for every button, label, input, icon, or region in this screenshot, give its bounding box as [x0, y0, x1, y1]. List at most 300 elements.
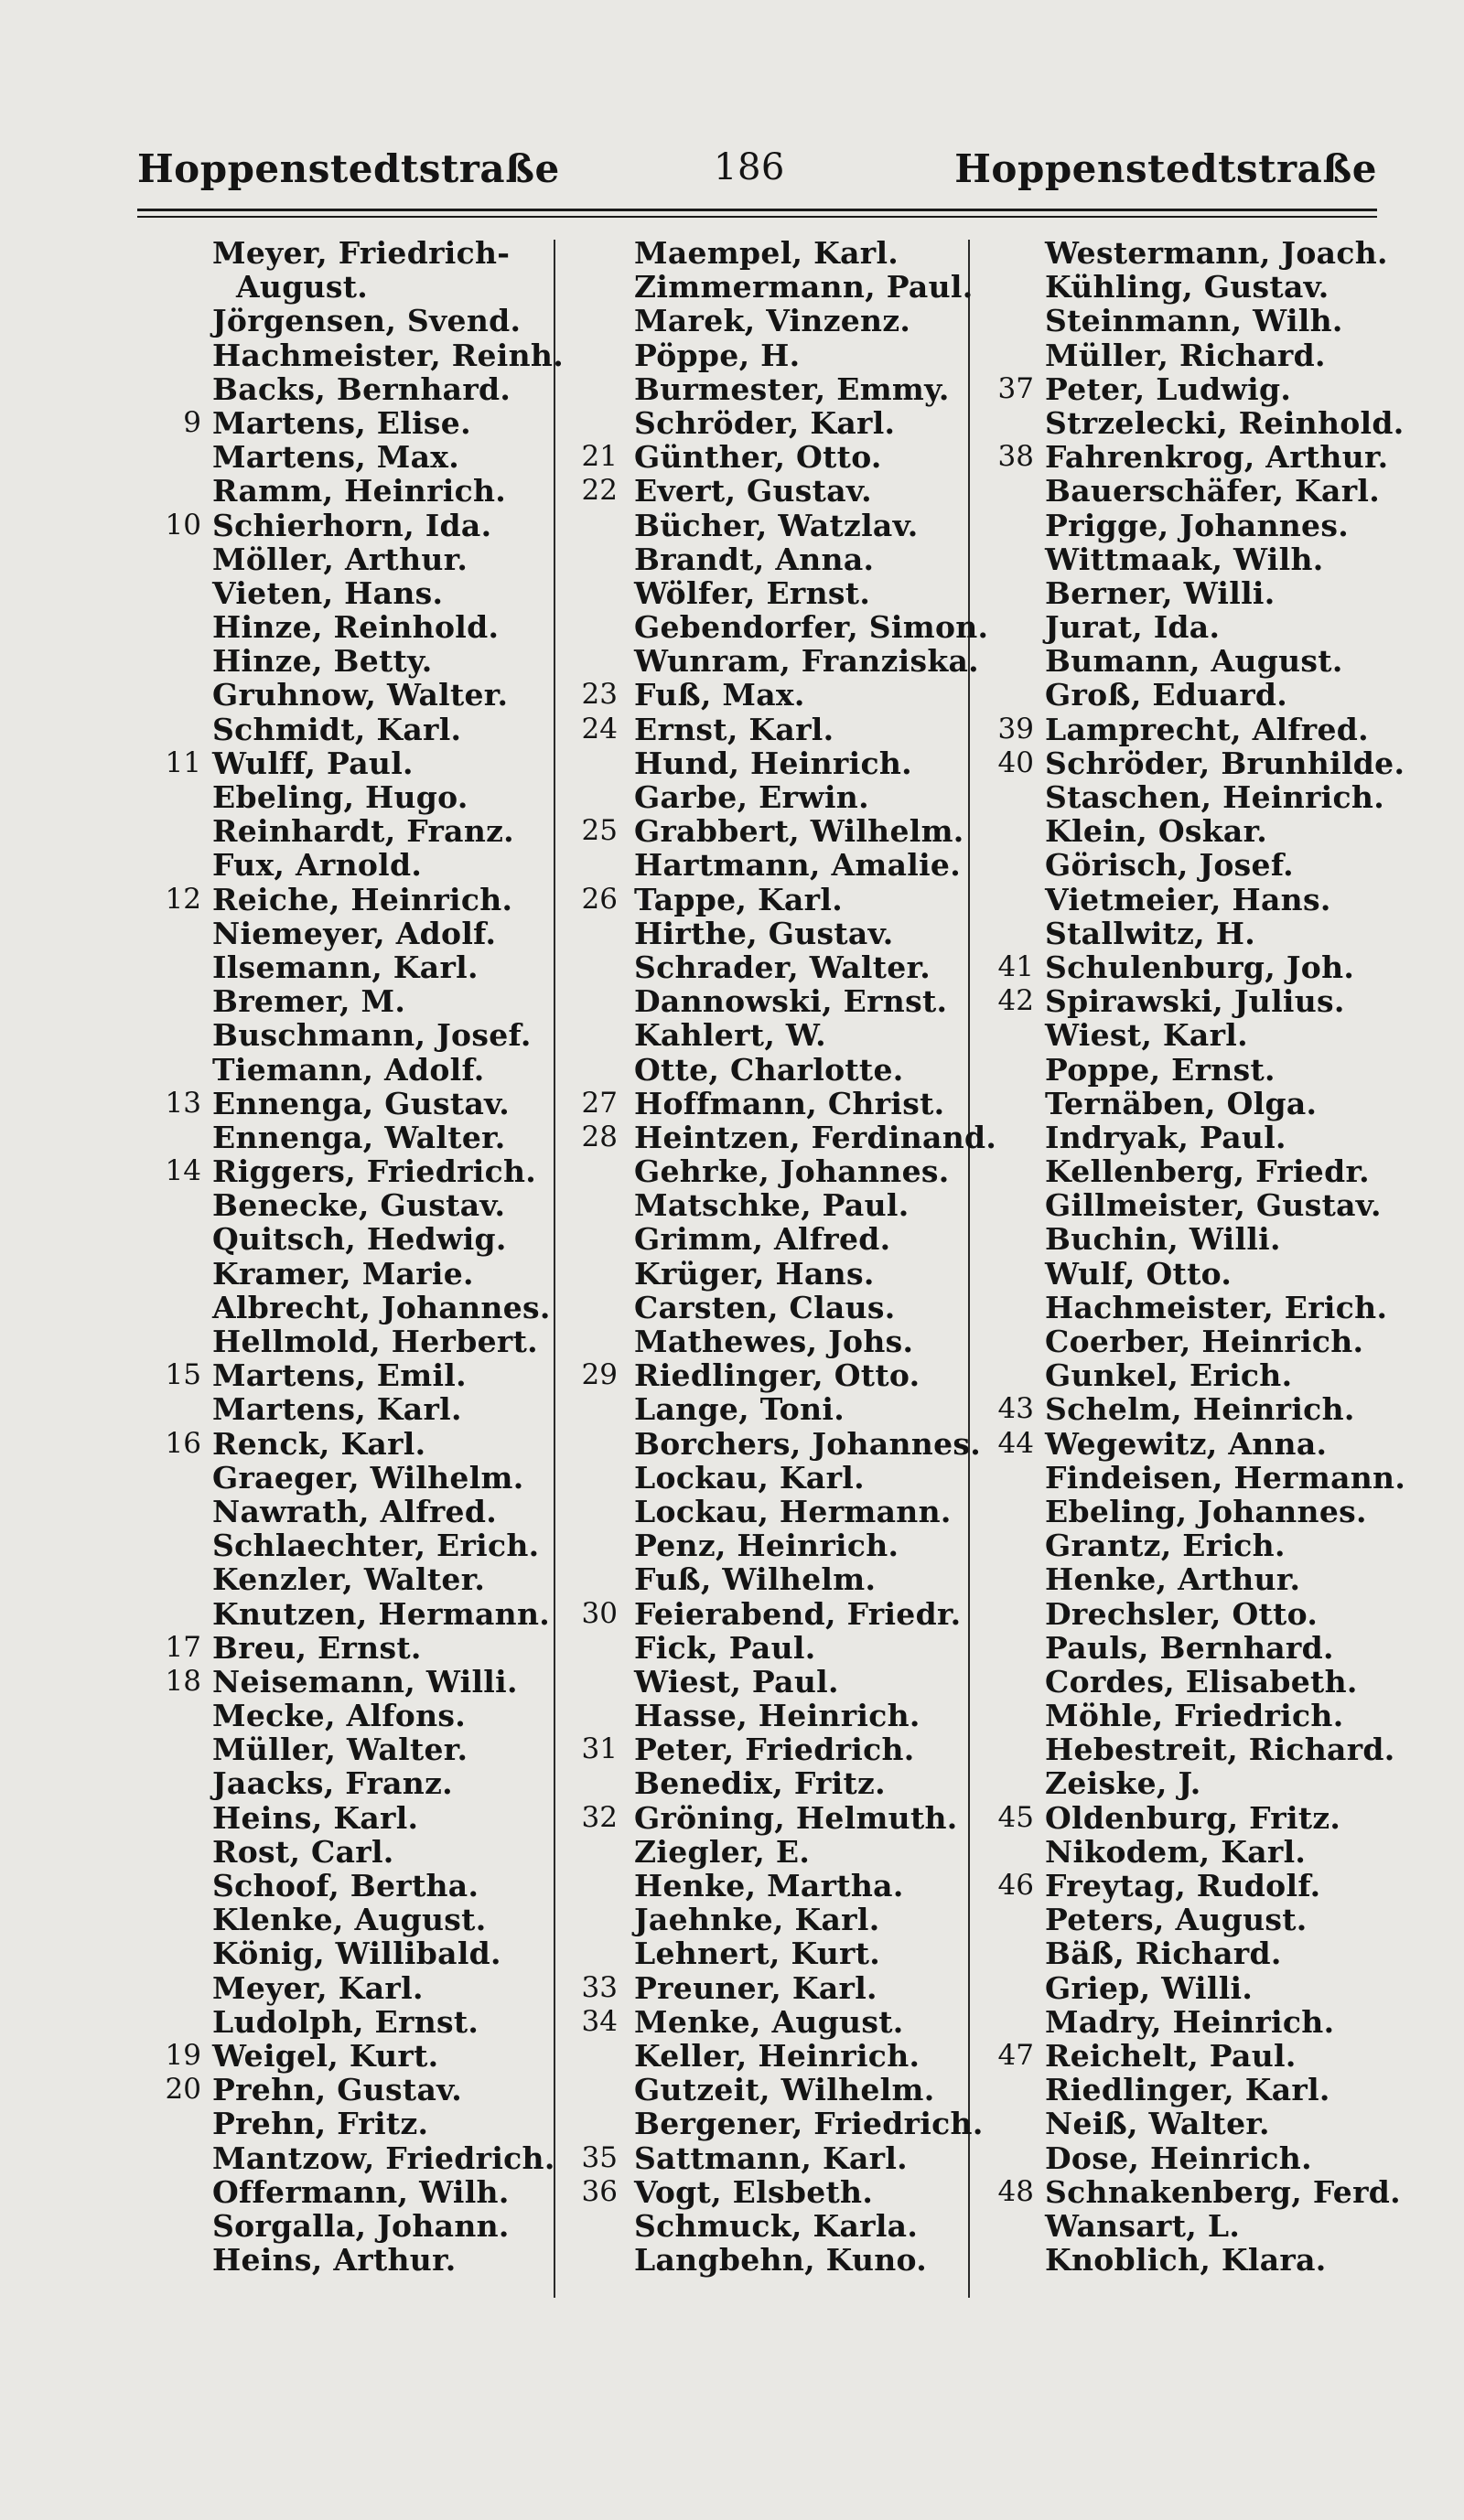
resident-entry [137, 1018, 558, 1052]
resident-name: Strzelecki, Reinhold. [1045, 404, 1405, 441]
resident-name: Staschen, Heinrich. [1045, 779, 1384, 815]
resident-name: Bäß, Richard. [1045, 1936, 1282, 1972]
resident-entry [554, 509, 970, 542]
resident-name: Ludolph, Ernst. [212, 2003, 479, 2040]
house-number: 16 [165, 1426, 201, 1460]
house-number: 24 [581, 712, 618, 745]
resident-name: Buschmann, Josef. [212, 1017, 532, 1054]
resident-entry [970, 1936, 1386, 1970]
house-number: 9 [183, 405, 201, 439]
resident-entry [970, 950, 1386, 984]
resident-name: Peter, Friedrich. [634, 1732, 915, 1768]
resident-entry [970, 1766, 1386, 1800]
resident-name: Kenzler, Walter. [212, 1561, 486, 1598]
resident-name: Henke, Arthur. [1045, 1561, 1301, 1598]
resident-name: Dose, Heinrich. [1045, 2139, 1312, 2176]
resident-entry [137, 1358, 558, 1392]
house-number: 17 [165, 1630, 201, 1664]
resident-name: Dannowski, Ernst. [634, 983, 948, 1020]
resident-entry [137, 236, 558, 270]
resident-entry [970, 1087, 1386, 1121]
resident-entry [137, 509, 558, 542]
resident-name: Martens, Emil. [212, 1357, 467, 1394]
resident-name: Vietmeier, Hans. [1045, 881, 1331, 917]
resident-name: Hebestreit, Richard. [1045, 1732, 1395, 1768]
resident-name: Wölfer, Ernst. [634, 574, 871, 611]
resident-name: Jörgensen, Svend. [212, 303, 522, 339]
house-number: 36 [581, 2174, 618, 2208]
column-1 [137, 235, 565, 2279]
resident-entry [137, 1291, 558, 1324]
resident-entry [970, 236, 1386, 270]
resident-name: Madry, Heinrich. [1045, 2003, 1335, 2040]
resident-name: Poppe, Ernst. [1045, 1051, 1276, 1088]
house-number: 11 [165, 745, 201, 779]
resident-name: Gutzeit, Wilhelm. [634, 2072, 935, 2108]
resident-entry [137, 1188, 558, 1222]
resident-name: Gillmeister, Gustav. [1045, 1187, 1382, 1224]
resident-name: Bücher, Watzlav. [634, 507, 919, 543]
resident-entry [970, 984, 1386, 1018]
resident-entry [970, 883, 1386, 917]
resident-entry [137, 1324, 558, 1358]
resident-entry [137, 1392, 558, 1426]
resident-name: Krüger, Hans. [634, 1255, 875, 1292]
resident-entry [137, 1936, 558, 1970]
resident-entry [554, 1971, 970, 2005]
resident-entry [970, 745, 1405, 781]
resident-entry [554, 1222, 970, 1256]
resident-entry [554, 1291, 970, 1324]
resident-entry [137, 780, 558, 814]
column-2 [554, 235, 997, 2279]
resident-entry [137, 1801, 558, 1835]
resident-name: Lamprecht, Alfred. [1045, 711, 1369, 747]
resident-entry [554, 1154, 970, 1188]
resident-name: Gröning, Helmuth. [634, 1799, 958, 1836]
resident-name: Jurat, Ida. [1045, 609, 1221, 646]
resident-entry [554, 1324, 970, 1358]
resident-entry [554, 1631, 970, 1665]
resident-name: Ernst, Karl. [634, 711, 834, 747]
resident-entry [137, 814, 558, 848]
resident-entry [137, 2073, 558, 2107]
column-3 [970, 235, 1406, 2279]
resident-entry [970, 2173, 1401, 2210]
resident-entry [970, 2039, 1386, 2073]
resident-name: Coerber, Heinrich. [1045, 1324, 1364, 1359]
resident-name: Bumann, August. [1045, 643, 1343, 680]
resident-entry [970, 1732, 1395, 1768]
resident-entry [970, 1903, 1386, 1936]
resident-name: Renck, Karl. [212, 1425, 426, 1462]
resident-entry [970, 1257, 1386, 1291]
resident-name: Riggers, Friedrich. [212, 1153, 537, 1190]
resident-name: Westermann, Joach. [1045, 235, 1388, 271]
house-number: 46 [997, 1869, 1034, 1902]
resident-name: Hachmeister, Reinh. [212, 337, 565, 373]
resident-entry [970, 576, 1386, 610]
resident-name: Grimm, Alfred. [634, 1221, 891, 1258]
resident-entry [137, 1631, 558, 1665]
house-number: 40 [997, 745, 1034, 779]
resident-name: Rost, Carl. [212, 1833, 394, 1870]
resident-name: Graeger, Wilhelm. [212, 1459, 524, 1496]
house-number: 33 [581, 1970, 618, 2004]
resident-entry [137, 1665, 558, 1699]
resident-entry [970, 1121, 1386, 1154]
resident-entry [137, 337, 565, 373]
resident-name: Heins, Karl. [212, 1799, 419, 1836]
resident-name: Benecke, Gustav. [212, 1187, 506, 1224]
resident-name: Hirthe, Gustav. [634, 915, 894, 951]
resident-name: Nikodem, Karl. [1045, 1833, 1307, 1870]
resident-entry [554, 1597, 970, 1631]
resident-entry [970, 474, 1386, 508]
resident-entry [554, 1936, 970, 1970]
resident-name: Zimmermann, Paul. [634, 269, 974, 306]
resident-entry [554, 236, 970, 270]
resident-entry [554, 1053, 970, 1087]
resident-name: Stallwitz, H. [1045, 915, 1256, 951]
resident-name: Otte, Charlotte. [634, 1051, 904, 1088]
resident-name: Sorgalla, Johann. [212, 2207, 510, 2244]
resident-name: Schulenburg, Joh. [1045, 949, 1355, 985]
resident-entry [554, 814, 970, 848]
page-header [137, 146, 1377, 201]
house-number: 14 [165, 1154, 201, 1188]
resident-entry [137, 440, 558, 474]
resident-entry [970, 542, 1386, 576]
resident-entry [970, 1427, 1386, 1461]
resident-name: Prehn, Fritz. [212, 2106, 429, 2142]
header-street-right: Hoppenstedtstraße [954, 146, 1377, 191]
resident-name: Ternäben, Olga. [1045, 1085, 1318, 1121]
resident-name: Vieten, Hans. [212, 574, 444, 611]
resident-name: Marek, Vinzenz. [634, 303, 911, 339]
resident-name: Ziegler, E. [634, 1833, 811, 1870]
resident-entry [970, 1665, 1386, 1699]
resident-entry [554, 542, 970, 576]
resident-name: Ennenga, Walter. [212, 1119, 506, 1155]
resident-name: Freytag, Rudolf. [1045, 1868, 1321, 1903]
resident-entry [137, 1222, 558, 1256]
resident-entry [554, 950, 970, 984]
resident-name: Bergener, Friedrich. [634, 2106, 984, 2142]
resident-name: Langbehn, Kuno. [634, 2242, 928, 2279]
resident-entry [137, 2243, 558, 2277]
resident-entry [137, 713, 558, 746]
resident-name: Reinhardt, Franz. [212, 813, 514, 850]
resident-name: Ramm, Heinrich. [212, 473, 507, 509]
resident-name: Gebendorfer, Simon. [634, 609, 989, 646]
resident-entry [137, 1562, 558, 1596]
header-rule-bottom [137, 216, 1377, 218]
house-number: 20 [165, 2073, 201, 2107]
house-number: 37 [997, 371, 1034, 405]
resident-entry [554, 406, 970, 440]
resident-name: Görisch, Josef. [1045, 847, 1294, 884]
resident-name: Kahlert, W. [634, 1017, 826, 1054]
resident-name: Schelm, Heinrich. [1045, 1391, 1355, 1428]
resident-name: Reichelt, Paul. [1045, 2037, 1297, 2074]
resident-name: Wunram, Franziska. [634, 643, 979, 680]
resident-entry [554, 678, 970, 712]
resident-entry [970, 404, 1405, 441]
resident-entry [554, 1665, 970, 1699]
resident-entry [137, 883, 558, 917]
resident-entry [137, 1121, 558, 1154]
resident-name: Weigel, Kurt. [212, 2037, 439, 2074]
resident-entry [554, 474, 970, 508]
resident-entry [137, 2175, 558, 2209]
resident-name: Mathewes, Johs. [634, 1324, 914, 1359]
resident-name: Grantz, Erich. [1045, 1528, 1286, 1564]
resident-name: Lockau, Karl. [634, 1459, 865, 1496]
resident-entry [554, 2243, 970, 2277]
resident-name: Riedlinger, Otto. [634, 1357, 920, 1394]
house-number: 35 [581, 2140, 618, 2174]
resident-name: Schoof, Bertha. [212, 1868, 479, 1903]
resident-name: Mecke, Alfons. [212, 1698, 467, 1734]
resident-entry [970, 644, 1386, 678]
resident-entry [554, 984, 970, 1018]
house-number: 19 [165, 2038, 201, 2072]
resident-entry [554, 338, 970, 372]
resident-entry [970, 270, 1386, 304]
resident-entry [554, 848, 970, 882]
house-number: 30 [581, 1596, 618, 1630]
resident-name: Bauerschäfer, Karl. [1045, 473, 1381, 509]
resident-name: Hund, Heinrich. [634, 745, 912, 781]
resident-name: Riedlinger, Karl. [1045, 2072, 1330, 2108]
resident-name: Martens, Elise. [212, 404, 471, 441]
resident-entry [970, 917, 1386, 950]
resident-entry [970, 1869, 1386, 1903]
resident-entry [137, 1461, 558, 1495]
resident-name: Jaacks, Franz. [212, 1765, 453, 1802]
resident-name: Schierhorn, Ida. [212, 507, 492, 543]
resident-name: Knutzen, Hermann. [212, 1595, 551, 1632]
house-number: 31 [581, 1732, 618, 1766]
resident-name: Quitsch, Hedwig. [212, 1221, 507, 1258]
resident-name: Spirawski, Julius. [1045, 983, 1345, 1020]
resident-entry [970, 713, 1386, 746]
resident-entry [137, 1903, 558, 1936]
resident-name: Heintzen, Ferdinand. [634, 1119, 997, 1155]
resident-name: Jaehnke, Karl. [634, 1902, 880, 1938]
resident-entry [554, 1425, 982, 1462]
house-number: 12 [165, 882, 201, 916]
resident-name: Fuß, Max. [634, 677, 805, 713]
resident-entry [970, 678, 1386, 712]
resident-entry [554, 2039, 970, 2073]
resident-name: Neisemann, Willi. [212, 1663, 518, 1700]
resident-name: Schmidt, Karl. [212, 711, 462, 747]
resident-entry [137, 2209, 558, 2243]
house-number: 34 [581, 2004, 618, 2038]
resident-name: Sattmann, Karl. [634, 2139, 908, 2176]
resident-name: Maempel, Karl. [634, 235, 899, 271]
resident-name: Nawrath, Alfred. [212, 1493, 498, 1529]
resident-entry [970, 304, 1386, 338]
resident-name: Peter, Ludwig. [1045, 370, 1292, 407]
house-number: 26 [581, 882, 618, 916]
resident-entry [554, 1869, 970, 1903]
resident-name: Knoblich, Klara. [1045, 2242, 1327, 2279]
house-number: 15 [165, 1358, 201, 1392]
resident-name: Hasse, Heinrich. [634, 1698, 920, 1734]
resident-name: Schlaechter, Erich. [212, 1528, 540, 1564]
resident-name: Cordes, Elisabeth. [1045, 1663, 1358, 1700]
resident-entry [137, 1087, 558, 1121]
resident-entry [554, 883, 970, 917]
resident-name: Wulff, Paul. [212, 745, 414, 781]
resident-entry [970, 780, 1386, 814]
resident-entry [137, 1869, 558, 1903]
resident-entry [970, 2243, 1386, 2277]
resident-entry [137, 1528, 558, 1562]
house-number: 25 [581, 814, 618, 848]
resident-entry [137, 984, 558, 1018]
house-number: 42 [997, 984, 1034, 1018]
resident-entry [137, 1732, 558, 1766]
resident-name: Wiest, Karl. [1045, 1017, 1248, 1054]
house-number: 28 [581, 1120, 618, 1153]
house-number: 41 [997, 949, 1034, 983]
resident-entry [137, 644, 558, 678]
resident-name: Müller, Richard. [1045, 337, 1326, 373]
resident-entry [137, 1495, 558, 1528]
resident-entry [970, 1495, 1386, 1528]
resident-name: Drechsler, Otto. [1045, 1595, 1319, 1632]
house-number: 13 [165, 1086, 201, 1120]
resident-name: Evert, Gustav. [634, 473, 872, 509]
resident-entry [970, 1562, 1386, 1596]
resident-entry [554, 1358, 970, 1392]
resident-name: Fuß, Wilhelm. [634, 1561, 877, 1598]
resident-name: Offermann, Wilh. [212, 2173, 510, 2210]
resident-name: Wittmaak, Wilh. [1045, 541, 1324, 577]
resident-entry [970, 1392, 1386, 1426]
resident-name: Zeiske, J. [1045, 1765, 1201, 1802]
resident-entry [970, 1528, 1386, 1562]
resident-name: Steinmann, Wilh. [1045, 303, 1343, 339]
resident-entry [554, 576, 970, 610]
header-rule-top [137, 209, 1377, 211]
resident-entry [970, 2005, 1386, 2039]
resident-entry [554, 917, 970, 950]
resident-entry [970, 2073, 1386, 2107]
resident-name: Schröder, Brunhilde. [1045, 745, 1405, 781]
resident-entry [554, 1732, 970, 1766]
resident-name: Borchers, Johannes. [634, 1425, 982, 1462]
resident-name: König, Willibald. [212, 1936, 501, 1972]
resident-entry [970, 439, 1389, 476]
resident-entry [554, 1188, 970, 1222]
resident-name: Bremer, M. [212, 983, 406, 1020]
house-number: 27 [581, 1086, 618, 1120]
house-number: 38 [997, 440, 1034, 474]
resident-name: Backs, Bernhard. [212, 370, 511, 407]
resident-entry [970, 338, 1386, 372]
resident-entry [970, 1597, 1386, 1631]
house-number: 45 [997, 1800, 1034, 1834]
resident-entry [137, 1766, 558, 1800]
resident-entry [137, 372, 558, 406]
resident-name: Prigge, Johannes. [1045, 507, 1350, 543]
resident-name: Schnakenberg, Ferd. [1045, 2173, 1401, 2210]
resident-entry [554, 2106, 984, 2142]
resident-name: Brandt, Anna. [634, 541, 875, 577]
house-number: 22 [581, 474, 618, 508]
resident-name: Oldenburg, Fritz. [1045, 1799, 1341, 1836]
resident-name: Penz, Heinrich. [634, 1528, 899, 1564]
house-number: 47 [997, 2038, 1034, 2072]
resident-entry [137, 2141, 558, 2175]
resident-name: Wegewitz, Anna. [1045, 1425, 1328, 1462]
resident-name: Wansart, L. [1045, 2207, 1241, 2244]
resident-entry [137, 1427, 558, 1461]
resident-entry [137, 848, 558, 882]
resident-name: Ilsemann, Karl. [212, 949, 479, 985]
house-number: 48 [997, 2174, 1034, 2208]
resident-entry [554, 1766, 970, 1800]
resident-entry [970, 1358, 1386, 1392]
resident-name: Möhle, Friedrich. [1045, 1698, 1344, 1734]
house-number: 44 [997, 1426, 1034, 1460]
resident-name: Klenke, August. [212, 1902, 487, 1938]
house-number: 43 [997, 1392, 1034, 1426]
resident-name: Hinze, Reinhold. [212, 609, 500, 646]
resident-name: Fahrenkrog, Arthur. [1045, 439, 1389, 476]
resident-name: August. [236, 269, 369, 306]
resident-entry [970, 1222, 1386, 1256]
resident-name: Hinze, Betty. [212, 643, 433, 680]
resident-entry [554, 440, 970, 474]
resident-name: Schröder, Karl. [634, 404, 896, 441]
resident-name: Kellenberg, Friedr. [1045, 1153, 1370, 1190]
resident-entry [137, 2039, 558, 2073]
resident-name: Pauls, Bernhard. [1045, 1629, 1334, 1666]
resident-entry [970, 1188, 1386, 1222]
resident-entry [970, 1971, 1386, 2005]
resident-entry [137, 1699, 558, 1732]
resident-entry [554, 1835, 970, 1869]
resident-entry [137, 542, 558, 576]
resident-entry [970, 1631, 1386, 1665]
house-number: 23 [581, 678, 618, 712]
resident-entry [554, 1528, 970, 1562]
resident-name: Pöppe, H. [634, 337, 801, 373]
resident-entry [137, 746, 558, 780]
resident-name: Breu, Ernst. [212, 1629, 422, 1666]
resident-entry [970, 2141, 1386, 2175]
resident-name: Keller, Heinrich. [634, 2037, 920, 2074]
page-number: 186 [714, 146, 785, 188]
resident-name: Tiemann, Adolf. [212, 1051, 485, 1088]
resident-entry [137, 1835, 558, 1869]
resident-name: Fick, Paul. [634, 1629, 816, 1666]
resident-name: Meyer, Friedrich- [212, 235, 511, 271]
resident-entry [970, 1018, 1386, 1052]
resident-entry [970, 814, 1386, 848]
resident-name: Reiche, Heinrich. [212, 881, 513, 917]
resident-name: Burmester, Emmy. [634, 370, 950, 407]
resident-entry [554, 1801, 970, 1835]
resident-name: Findeisen, Hermann. [1045, 1459, 1406, 1496]
house-number: 39 [997, 712, 1034, 745]
